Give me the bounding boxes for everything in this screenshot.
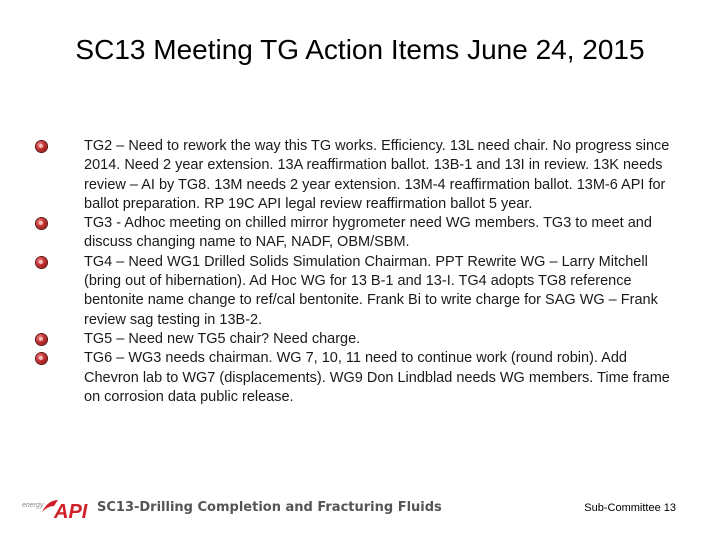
bullet-icon bbox=[36, 353, 47, 364]
action-item-tg5 bbox=[36, 330, 676, 349]
action-item-tg2 bbox=[36, 137, 676, 214]
action-item-text: TG4 – Need WG1 Drilled Solids Simulation Chairman. PPT Rewrite WG – Larry Mitchell (bring out of hibernation). Ad Hoc WG for 13 B-1 and 13-I. TG4 adopts TG8 reference bentonite name change to ref/cal bentonite. Frank Bi to write charge for SAG WG – Frank review sag testing in 13B-2. bbox=[84, 253, 658, 328]
action-items-list bbox=[36, 137, 676, 407]
action-item-tg6 bbox=[36, 349, 676, 407]
bullet-icon bbox=[36, 218, 47, 229]
svg-text:API: API bbox=[54, 501, 88, 522]
action-item-tg3 bbox=[36, 214, 676, 253]
footer-title: SC13-Drilling Completion and Fracturing Fluids bbox=[97, 500, 442, 515]
slide-title: SC13 Meeting TG Action Items June 24, 2015 bbox=[75, 34, 645, 65]
action-item-text: TG2 – Need to rework the way this TG works. Efficiency. 13L need chair. No progress since 2014. Need 2 year extension. 13A reaffirmation ballot. 13B-1 and 13I in review. 13K needs review – AI by TG8. 13M needs 2 year extension. 13M-4 reaffirmation ballot. 13M-6 API for ballot preparation. RP 19C API legal review reaffirmation ballot 5 year. bbox=[84, 138, 670, 212]
action-item-tg4 bbox=[36, 253, 676, 330]
api-logo bbox=[40, 494, 94, 522]
bullet-icon bbox=[36, 141, 47, 152]
subcommittee-label: Sub-Committee 13 bbox=[584, 502, 676, 514]
energy-mark: energy bbox=[22, 502, 44, 509]
action-item-text: TG3 - Adhoc meeting on chilled mirror hygrometer need WG members. TG3 to meet and discuss changing name to NAF, NADF, OBM/SBM. bbox=[84, 215, 652, 251]
bullet-icon bbox=[36, 257, 47, 268]
bullet-icon bbox=[36, 334, 47, 345]
footer bbox=[0, 492, 720, 532]
action-item-text: TG5 – Need new TG5 chair? Need charge. bbox=[84, 330, 361, 347]
action-item-text: TG6 – WG3 needs chairman. WG 7, 10, 11 need to continue work (round robin). Add Chevron lab to WG7 (displacements). WG9 Don Lindblad needs WG members. Time frame on corrosion data public release. bbox=[84, 350, 670, 405]
